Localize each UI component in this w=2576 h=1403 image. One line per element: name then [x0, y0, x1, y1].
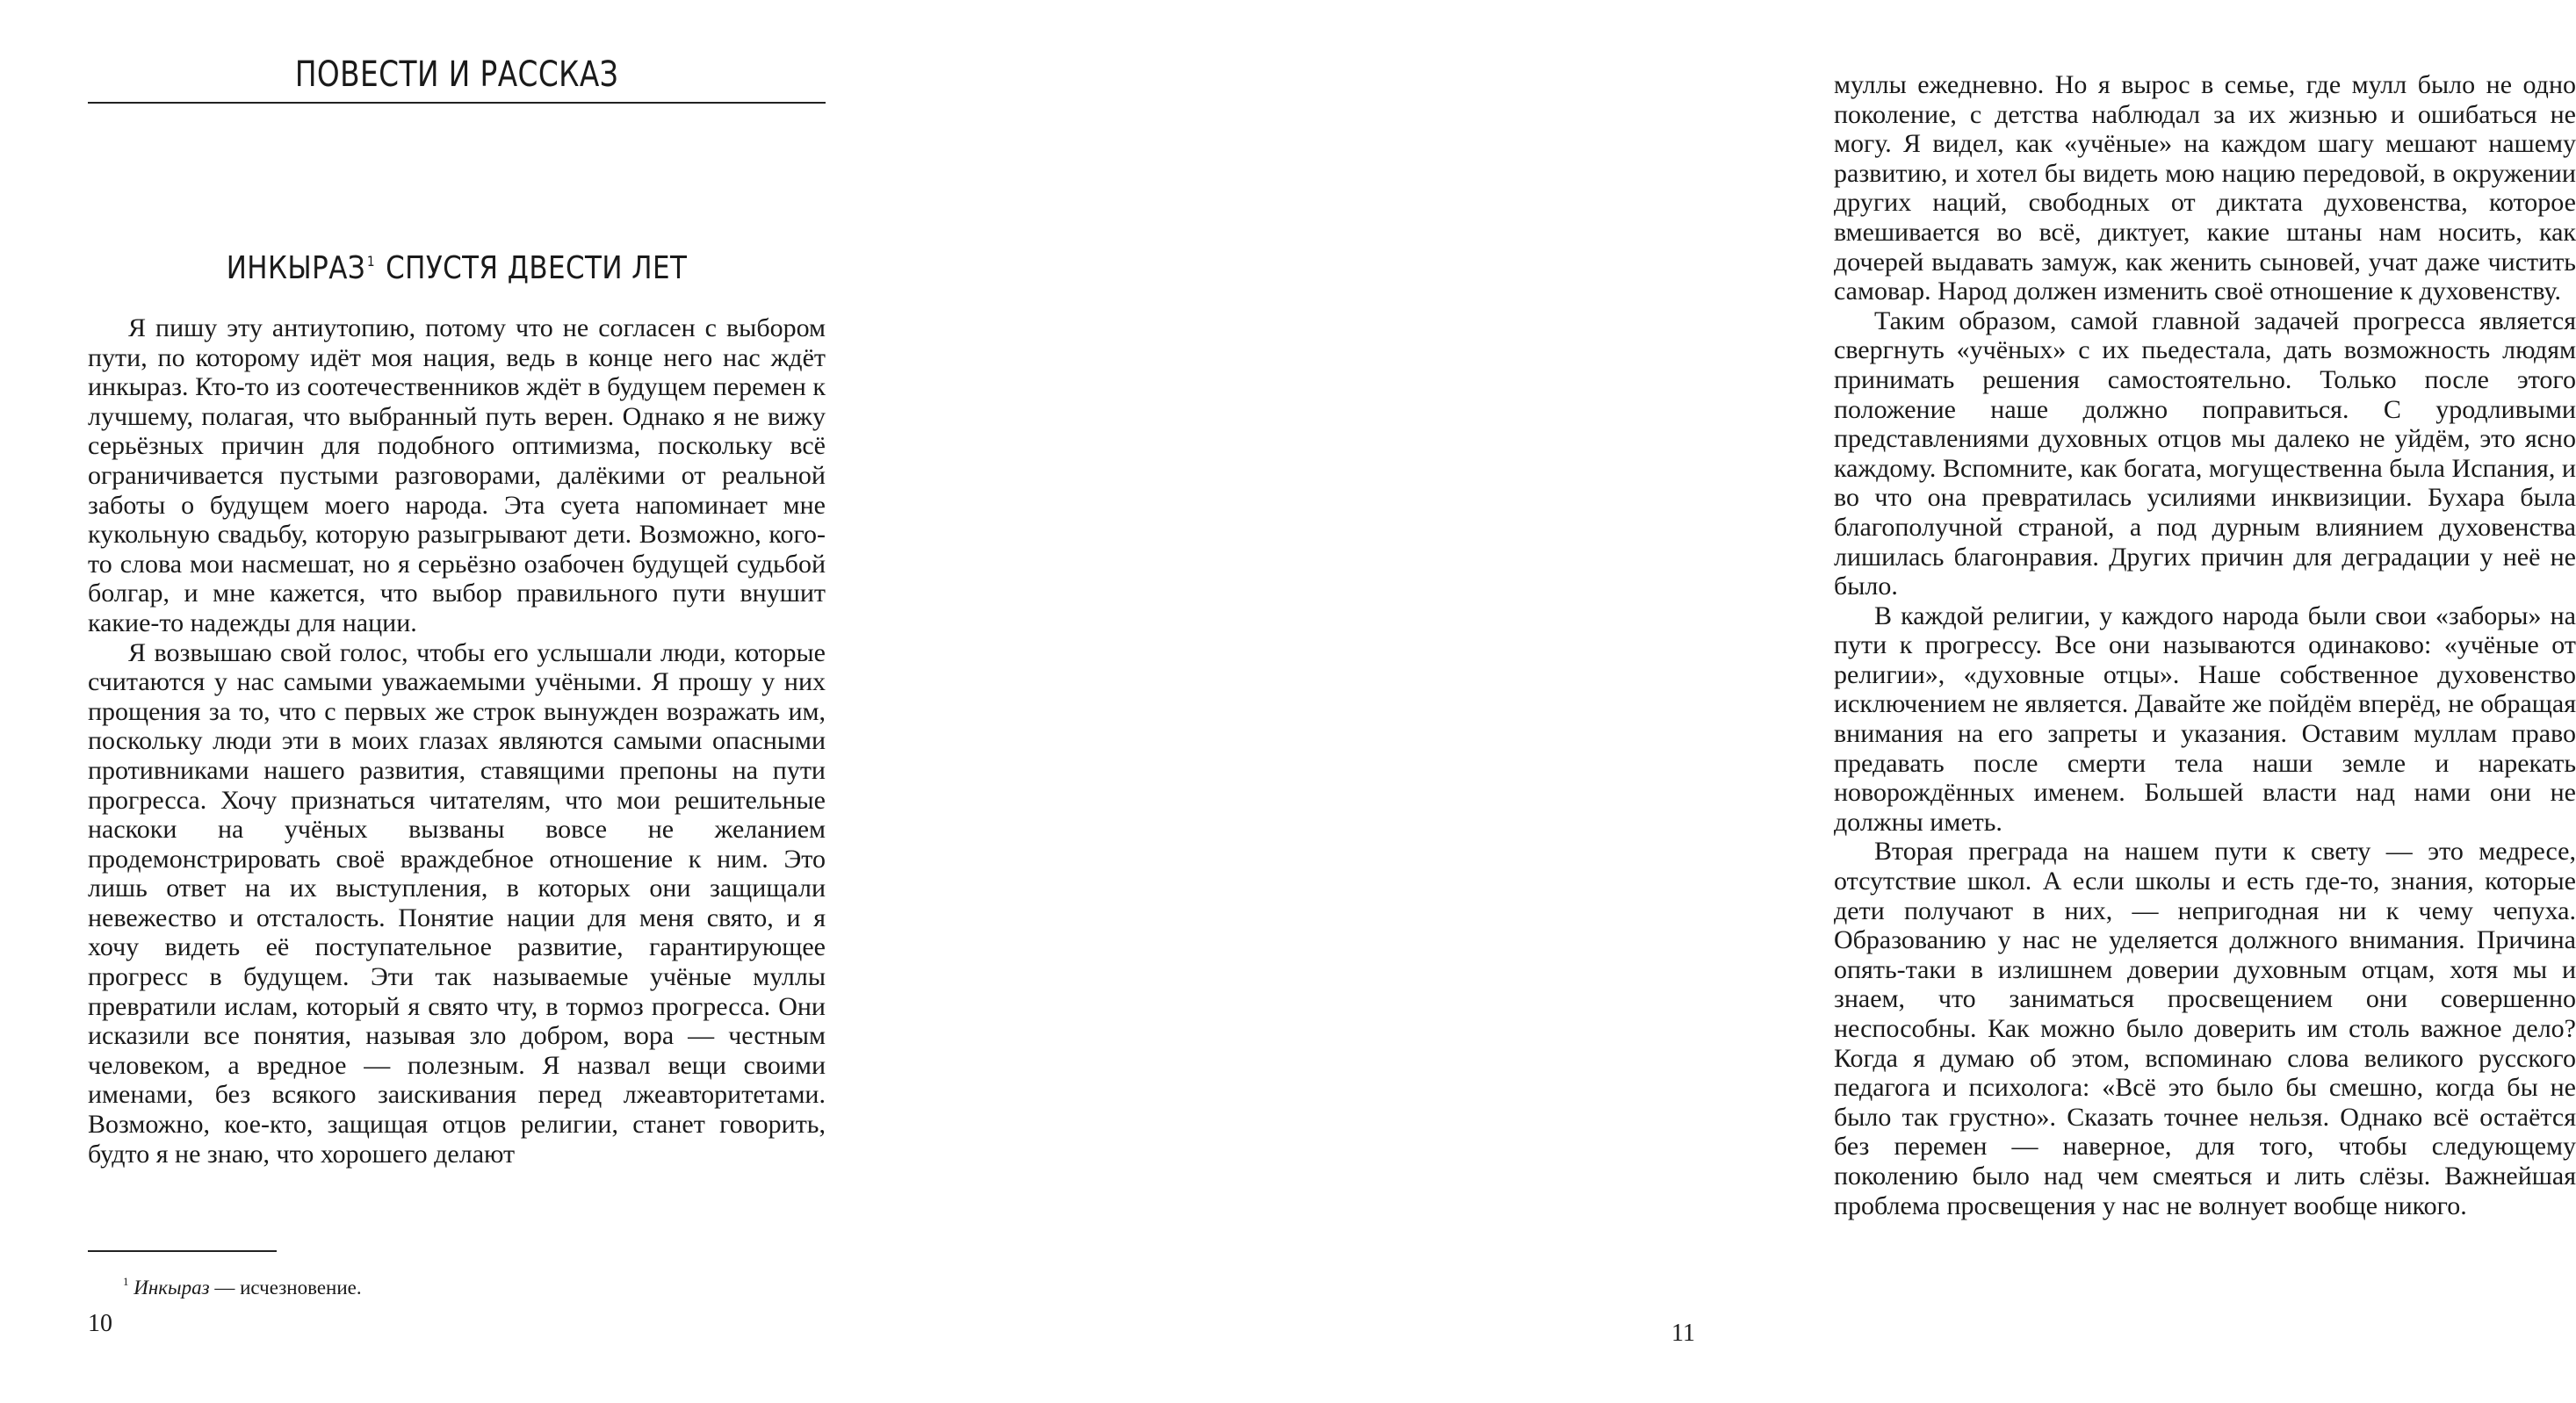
paragraph: муллы ежедневно. Но я вырос в семье, где мулл было не одно поколение, с детства наблюдал за их жизнью и ошибаться не могу. Я видел, как «учёные» на каждом шагу мешают нашему развитию, и хотел бы видеть мою нацию передовой, в окружении других наций, свободных от диктата духовенства, которое вмешивается во всё, диктует, какие штаны нам носить, как дочерей выдавать замуж, как женить сыновей, учат даже чистить самовар. Народ должен изменить своё отношение к духовенству. [1834, 70, 2576, 306]
chapter-title-word: ИНКЫРАЗ [226, 250, 366, 286]
footnote-rule [88, 1250, 277, 1252]
header-rule [88, 102, 826, 104]
footnote-reference[interactable]: 1 [366, 253, 376, 270]
footnote-mark: 1 [123, 1275, 129, 1288]
chapter-title [140, 250, 774, 286]
footnote-definition: — исчезновение. [209, 1277, 362, 1299]
left-page [0, 0, 878, 1403]
paragraph: Вторая преграда на нашем пути к свету — это медресе, отсутствие школ. А если школы и есть где-то, знания, которые дети получают в них, — непригодная ни к чему чепуха. Образованию у нас не уделяется должного внимания. Причина опять-таки в излишнем доверии духовным отцам, хотя мы и знаем, что заниматься просвещением они совершенно неспособны. Как можно было доверить им столь важное дело? Когда я думаю об этом, вспоминаю слова великого русского педагога и психолога: «Всё это было бы смешно, когда бы не было так грустно». Сказать точнее нельзя. Однако всё остаётся без перемен — наверное, для того, чтобы следующему поколению было над чем смеяться и лить слёзы. Важнейшая проблема просвещения у нас не волнует вообще никого. [1834, 837, 2576, 1220]
right-page [878, 0, 2576, 1403]
paragraph: Я пишу эту антиутопию, потому что не согласен с выбором пути, по которому идёт моя нация, ведь в конце него нас ждёт инкыраз. Кто-то из соотечественников ждёт в будущем перемен к лучшему, полагая, что выбранный путь верен. Однако я не вижу серьёзных причин для подобного оптимизма, поскольку всё ограничивается пустыми разговорами, далёкими от реальной заботы о будущем моего народа. Эта суета напоминает мне кукольную свадьбу, которую разыгрывают дети. Возможно, кого-то слова мои насмешат, но я серьёзно озабочен будущей судьбой болгар, и мне кажется, что выбор правильного пути внушит какие-то надежды для нации. [88, 313, 826, 637]
footnote-term: Инкыраз [133, 1277, 210, 1299]
page-number-right: 11 [1671, 1320, 1695, 1347]
paragraph: Я возвышаю свой голос, чтобы его услышали люди, которые считаются у нас самыми уважаемыми учёными. Я прошу у них прощения за то, что с первых же строк вынужден возражать им, поскольку люди эти в моих глазах являются самыми опасными противниками нашего развития, ставящими препоны на пути прогресса. Хочу признаться читателям, что мои решительные наскоки на учёных вызваны вовсе не желанием продемонстрировать своё враждебное отношение к ним. Это лишь ответ на их выступления, в которых они защищали невежество и отсталость. Понятие нации для меня свято, и я хочу видеть её поступательное развитие, гарантирующее прогресс в будущем. Эти так называемые учёные муллы превратили ислам, который я свято чту, в тормоз прогресса. Они исказили все понятия, называя зло добром, вора — честным человеком, а вредное — полезным. Я назвал вещи своими именами, без всякого заискивания перед лжеавторитетами. Возможно, кое-кто, защищая отцов религии, станет говорить, будто я не знаю, что хорошего делают [88, 637, 826, 1169]
paragraph: Таким образом, самой главной задачей прогресса является свергнуть «учёных» с их пьедестала, дать возможность людям принимать решения самостоятельно. Только после этого положение наше должно поправиться. С уродливыми представлениями духовных отцов мы далеко не уйдём, это ясно каждому. Вспомните, как богата, могущественна была Испания, и во что она превратилась усилиями инквизиции. Бухара была благополучной страной, а под дурным влиянием духовенства лишилась благонравия. Других причин для деградации у неё не было. [1834, 306, 2576, 601]
right-body-text [1834, 70, 2576, 1220]
chapter-title-rest: СПУСТЯ ДВЕСТИ ЛЕТ [386, 250, 688, 286]
paragraph: В каждой религии, у каждого народа были свои «заборы» на пути к прогрессу. Все они называются одинаково: «учёные от религии», «духовные отцы». Наше собственное духовенство исключением не является. Давайте же пойдём вперёд, не обращая внимания на его запреты и указания. Оставим муллам право предавать после смерти тела наши земле и нарекать новорождённых именем. Большей власти над нами они не должны иметь. [1834, 601, 2576, 837]
running-head: ПОВЕСТИ И РАССКАЗ [294, 54, 619, 95]
page-number-left: 10 [88, 1310, 112, 1337]
footnote [88, 1275, 826, 1299]
left-body-text [88, 313, 826, 1169]
